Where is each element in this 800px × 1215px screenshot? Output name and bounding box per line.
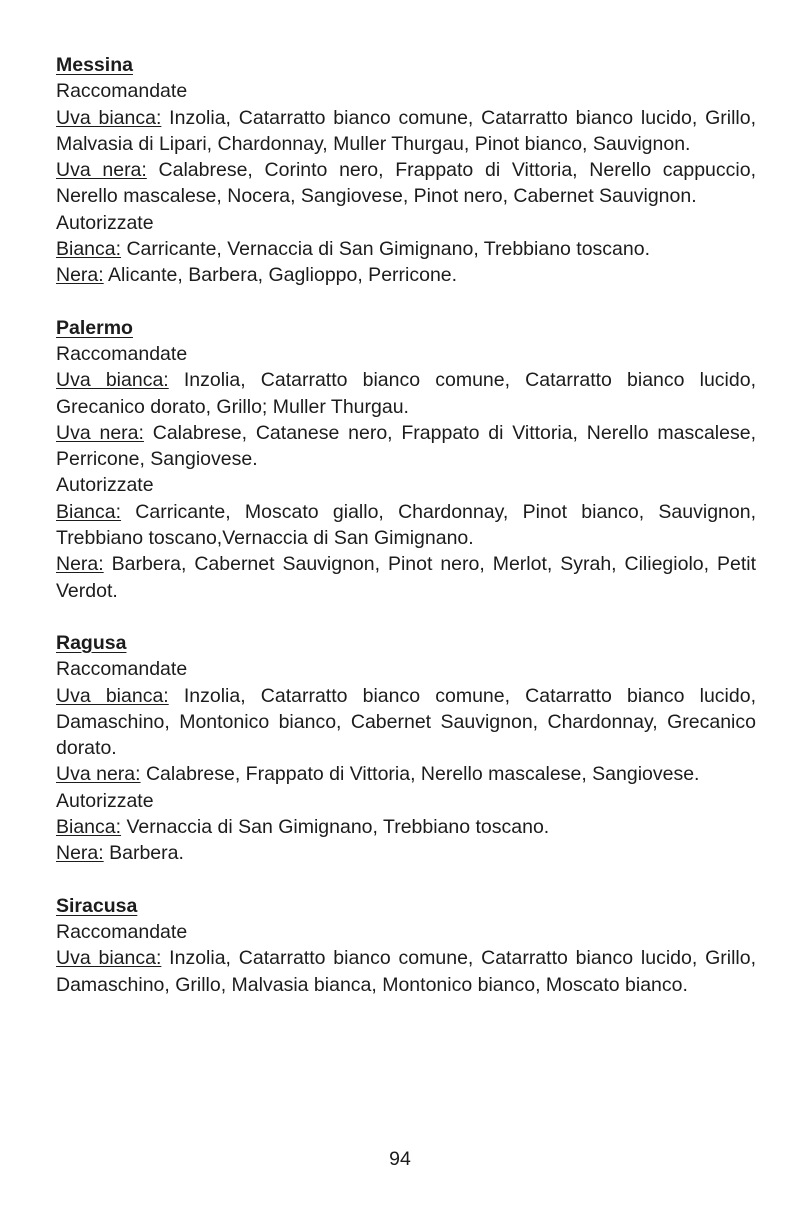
grape-entry — [56, 499, 756, 552]
section-title: Siracusa — [56, 894, 138, 917]
grape-entry — [56, 551, 756, 604]
entry-text: Inzolia, Catarratto bianco comune, Catarratto bianco lucido, Grillo, Damaschino, Grillo, Malvasia bianca, Montonico bianco, Moscato bianco. — [56, 947, 756, 996]
entry-label: Bianca: — [56, 816, 122, 839]
entry-text: Calabrese, Catanese nero, Frappato di Vittoria, Nerello mascalese, Perricone, Sangiovese. — [56, 421, 756, 471]
entry-label: Uva bianca: — [56, 947, 162, 970]
entry-label: Uva bianca: — [56, 684, 169, 707]
grape-entry — [56, 420, 756, 473]
province-section — [56, 893, 756, 998]
entry-text: Barbera. — [103, 842, 184, 865]
province-section — [56, 315, 756, 604]
entry-text: Calabrese, Frappato di Vittoria, Nerello mascalese, Sangiovese. — [140, 763, 700, 786]
province-section — [56, 630, 756, 867]
section-title: Ragusa — [56, 631, 127, 654]
entry-label: Uva nera: — [56, 159, 147, 182]
grape-entry — [56, 157, 756, 210]
grape-entry — [56, 236, 756, 262]
group-heading: Raccomandate — [56, 342, 188, 365]
entry-label: Bianca: — [56, 238, 122, 261]
entry-label: Bianca: — [56, 500, 122, 523]
group-heading: Raccomandate — [56, 658, 188, 681]
province-section — [56, 52, 756, 289]
page-content — [56, 48, 756, 1024]
group-heading: Autorizzate — [56, 474, 154, 497]
grape-entry — [56, 262, 756, 288]
group-heading: Autorizzate — [56, 211, 154, 234]
entry-text: Barbera, Cabernet Sauvignon, Pinot nero, Merlot, Syrah, Ciliegiolo, Petit Verdot. — [56, 553, 756, 602]
entry-label: Uva nera: — [56, 421, 144, 444]
entry-text: Inzolia, Catarratto bianco comune, Catarratto bianco lucido, Damaschino, Montonico bianco, Cabernet Sauvignon, Chardonnay, Grecanico dorato. — [56, 684, 756, 760]
entry-text: Carricante, Moscato giallo, Chardonnay, Pinot bianco, Sauvignon, Trebbiano toscano,Vernaccia di San Gimignano. — [56, 500, 756, 550]
entry-text: Vernaccia di San Gimignano, Trebbiano toscano. — [121, 816, 550, 839]
entry-text: Carricante, Vernaccia di San Gimignano, Trebbiano toscano. — [121, 238, 651, 261]
group-heading: Raccomandate — [56, 920, 188, 943]
group-heading: Autorizzate — [56, 789, 154, 812]
grape-entry — [56, 761, 756, 787]
entry-label: Uva bianca: — [56, 106, 162, 129]
grape-entry — [56, 105, 756, 158]
section-title: Palermo — [56, 316, 133, 339]
grape-entry — [56, 814, 756, 840]
entry-label: Nera: — [56, 842, 104, 865]
entry-text: Alicante, Barbera, Gaglioppo, Perricone. — [103, 264, 458, 287]
entry-label: Nera: — [56, 553, 104, 576]
grape-entry — [56, 683, 756, 762]
entry-text: Inzolia, Catarratto bianco comune, Catarratto bianco lucido, Grecanico dorato, Grillo; Muller Thurgau. — [56, 369, 756, 418]
section-title: Messina — [56, 54, 133, 76]
entry-text: Calabrese, Corinto nero, Frappato di Vittoria, Nerello cappuccio, Nerello mascalese, Nocera, Sangiovese, Pinot nero, Cabernet Sauvignon. — [56, 159, 756, 208]
group-heading: Raccomandate — [56, 80, 188, 103]
grape-entry — [56, 840, 756, 866]
entry-text: Inzolia, Catarratto bianco comune, Catarratto bianco lucido, Grillo, Malvasia di Lipari, Chardonnay, Muller Thurgau, Pinot bianco, Sauvignon. — [56, 106, 756, 155]
page-number: 94 — [389, 1148, 411, 1170]
entry-label: Uva nera: — [56, 763, 141, 786]
entry-label: Uva bianca: — [56, 369, 169, 392]
grape-entry — [56, 367, 756, 420]
grape-entry — [56, 945, 756, 998]
entry-label: Nera: — [56, 264, 104, 287]
